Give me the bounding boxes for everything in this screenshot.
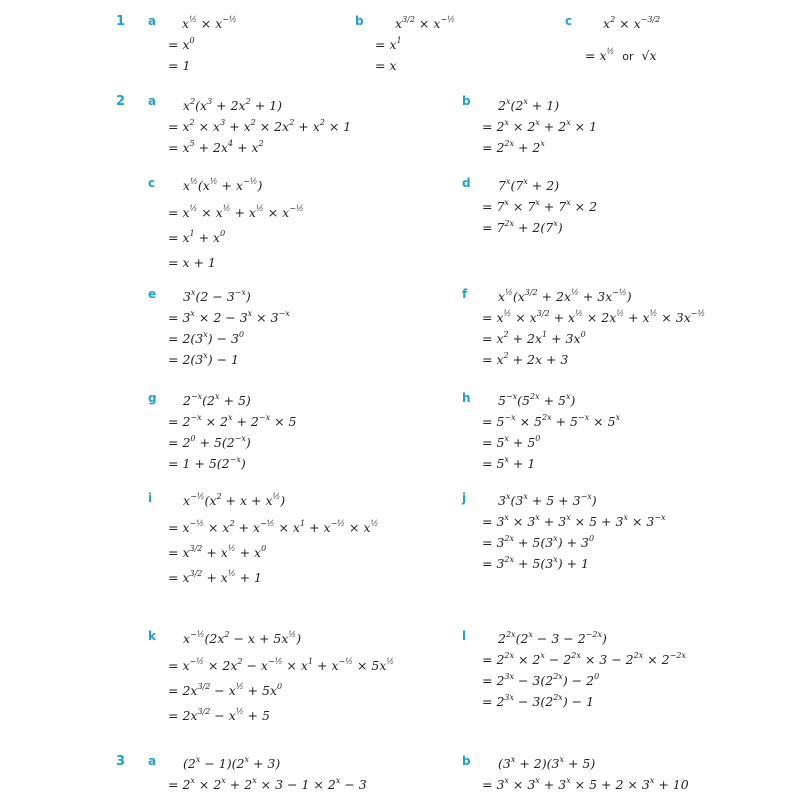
working-line: = $x^1 + x^0$ [168, 229, 226, 245]
working-line: = $2^x \times 2^x + 2^x \times 1$ [482, 118, 598, 134]
expression-line: $(2^x - 1)(2^x + 3)$ [183, 755, 281, 771]
working-line: = $3^{2x} + 5(3^x) + 1$ [482, 555, 589, 571]
working-line: = $2^{3x} - 3(2^{2x}) - 1$ [482, 693, 595, 709]
part-label: e [148, 287, 157, 301]
working-line: = $5^{-x} \times 5^{2x} + 5^{-x} \times 5^x$ [482, 413, 621, 429]
expression-line: $3^x(3^x + 5 + 3^{-x})$ [498, 492, 597, 508]
working-line: = $x^0$ [168, 36, 195, 52]
working-line: = $x^{\frac{1}{2}} \times x^{3/2} + x^{\frac{1}{2}} \times 2x^{\frac{1}{2}} + x^{\frac{1}{2}} \times 3x^{-\frac{1}{2}}$ [482, 309, 706, 325]
expression-line: $x^{\frac{1}{2}}(x^{3/2} + 2x^{\frac{1}{2}} + 3x^{-\frac{1}{2}})$ [498, 288, 632, 304]
working-line: = $1 + 5(2^{-x})$ [168, 455, 246, 471]
part-label: b [462, 94, 471, 108]
expression-line: $x^{3/2} \times x^{-\frac{1}{2}}$ [395, 15, 455, 31]
question-number: 3 [116, 754, 126, 769]
working-line: = $x^{-\frac{1}{2}} \times 2x^2 - x^{-\frac{1}{2}} \times x^1 + x^{-\frac{1}{2}} \times 5x^{\frac{1}{2}}$ [168, 657, 395, 673]
working-line: = $x^{-\frac{1}{2}} \times x^2 + x^{-\frac{1}{2}} \times x^1 + x^{-\frac{1}{2}} \times x^{\frac{1}{2}}$ [168, 519, 379, 535]
expression-line: $x^2(x^3 + 2x^2 + 1)$ [183, 97, 282, 113]
working-line: = $3^{2x} + 5(3^x) + 3^0$ [482, 534, 595, 550]
expression-line: $x^{\frac{1}{2}} \times x^{-\frac{1}{2}}$ [182, 15, 237, 31]
working-line: = $7^x \times 7^x + 7^x \times 2$ [482, 198, 598, 214]
part-label: a [148, 754, 157, 768]
working-line: = $x^1$ [375, 36, 402, 52]
part-label: i [148, 491, 153, 505]
working-line: = $x^{\frac{1}{2}} \times x^{\frac{1}{2}} + x^{\frac{1}{2}} \times x^{-\frac{1}{2}}$ [168, 204, 304, 220]
part-label: b [355, 14, 364, 28]
expression-line: $7^x(7^x + 2)$ [498, 177, 560, 193]
working-line: = $3^x \times 3^x + 3^x \times 5 + 3^x \times 3^{-x}$ [482, 513, 666, 529]
part-label: c [148, 176, 156, 190]
expression-line: $x^2 \times x^{-3/2}$ [603, 15, 661, 31]
working-line: = $x^5 + 2x^4 + x^2$ [168, 139, 264, 155]
working-line: = $3^x \times 2 - 3^x \times 3^{-x}$ [168, 309, 290, 325]
working-line: = $x^{3/2} + x^{\frac{1}{2}} + x^0$ [168, 544, 267, 560]
working-line: = $x^2 \times x^3 + x^2 \times 2x^2 + x^2 \times 1$ [168, 118, 352, 134]
working-line: = $2^x \times 2^x + 2^x \times 3 - 1 \times 2^x - 3$ [168, 776, 367, 792]
working-line: = $2^0 + 5(2^{-x})$ [168, 434, 251, 450]
expression-line: $5^{-x}(5^{2x} + 5^x)$ [498, 392, 576, 408]
working-line: = $2^{-x} \times 2^x + 2^{-x} \times 5$ [168, 413, 297, 429]
expression-line: $2^{2x}(2^x - 3 - 2^{-2x})$ [498, 630, 607, 646]
working-line: = $2(3^x) - 1$ [168, 351, 239, 367]
working-line: = $2^{2x} \times 2^x - 2^{2x} \times 3 - 2^{2x} \times 2^{-2x}$ [482, 651, 686, 667]
expression-line: $2^x(2^x + 1)$ [498, 97, 560, 113]
expression-line: $2^{-x}(2^x + 5)$ [183, 392, 251, 408]
part-label: b [462, 754, 471, 768]
part-label: a [148, 14, 157, 28]
working-line: = x + 1 [168, 255, 216, 270]
working-line: = $x^{\frac{1}{2}}$ or √x [585, 47, 657, 63]
working-line: = $2(3^x) - 3^0$ [168, 330, 245, 346]
working-line: = $x^2 + 2x + 3$ [482, 351, 569, 367]
working-line: = $2^{2x} + 2^x$ [482, 139, 545, 155]
part-label: a [148, 94, 157, 108]
question-number: 1 [116, 14, 126, 29]
question-number: 2 [116, 94, 126, 109]
expression-line: $(3^x + 2)(3^x + 5)$ [498, 755, 596, 771]
part-label: j [462, 491, 467, 505]
working-line: = x [375, 58, 397, 73]
working-line: = 1 [168, 58, 191, 73]
working-line: = $5^x + 1$ [482, 455, 536, 471]
expression-line: $x^{-\frac{1}{2}}(2x^2 - x + 5x^{\frac{1}{2}})$ [183, 630, 302, 646]
part-label: k [148, 629, 156, 643]
working-line: = $x^2 + 2x^1 + 3x^0$ [482, 330, 586, 346]
working-line: = $3^x \times 3^x + 3^x \times 5 + 2 \times 3^x + 10$ [482, 776, 689, 792]
working-line: = $2x^{3/2} - x^{\frac{1}{2}} + 5x^0$ [168, 682, 283, 698]
working-line: = $x^{3/2} + x^{\frac{1}{2}} + 1$ [168, 569, 262, 585]
expression-line: $3^x(2 - 3^{-x})$ [183, 288, 251, 304]
working-line: = $7^{2x} + 2(7^x)$ [482, 219, 563, 235]
working-line: = $5^x + 5^0$ [482, 434, 541, 450]
part-label: f [462, 287, 468, 301]
working-line: = $2x^{3/2} - x^{\frac{1}{2}} + 5$ [168, 707, 270, 723]
part-label: c [565, 14, 573, 28]
part-label: d [462, 176, 471, 190]
part-label: h [462, 391, 471, 405]
working-line: = $2^{3x} - 3(2^{2x}) - 2^0$ [482, 672, 600, 688]
part-label: l [462, 629, 467, 643]
expression-line: $x^{\frac{1}{2}}(x^{\frac{1}{2}} + x^{-\frac{1}{2}})$ [183, 177, 263, 193]
part-label: g [148, 391, 157, 405]
expression-line: $x^{-\frac{1}{2}}(x^2 + x + x^{\frac{1}{2}})$ [183, 492, 286, 508]
